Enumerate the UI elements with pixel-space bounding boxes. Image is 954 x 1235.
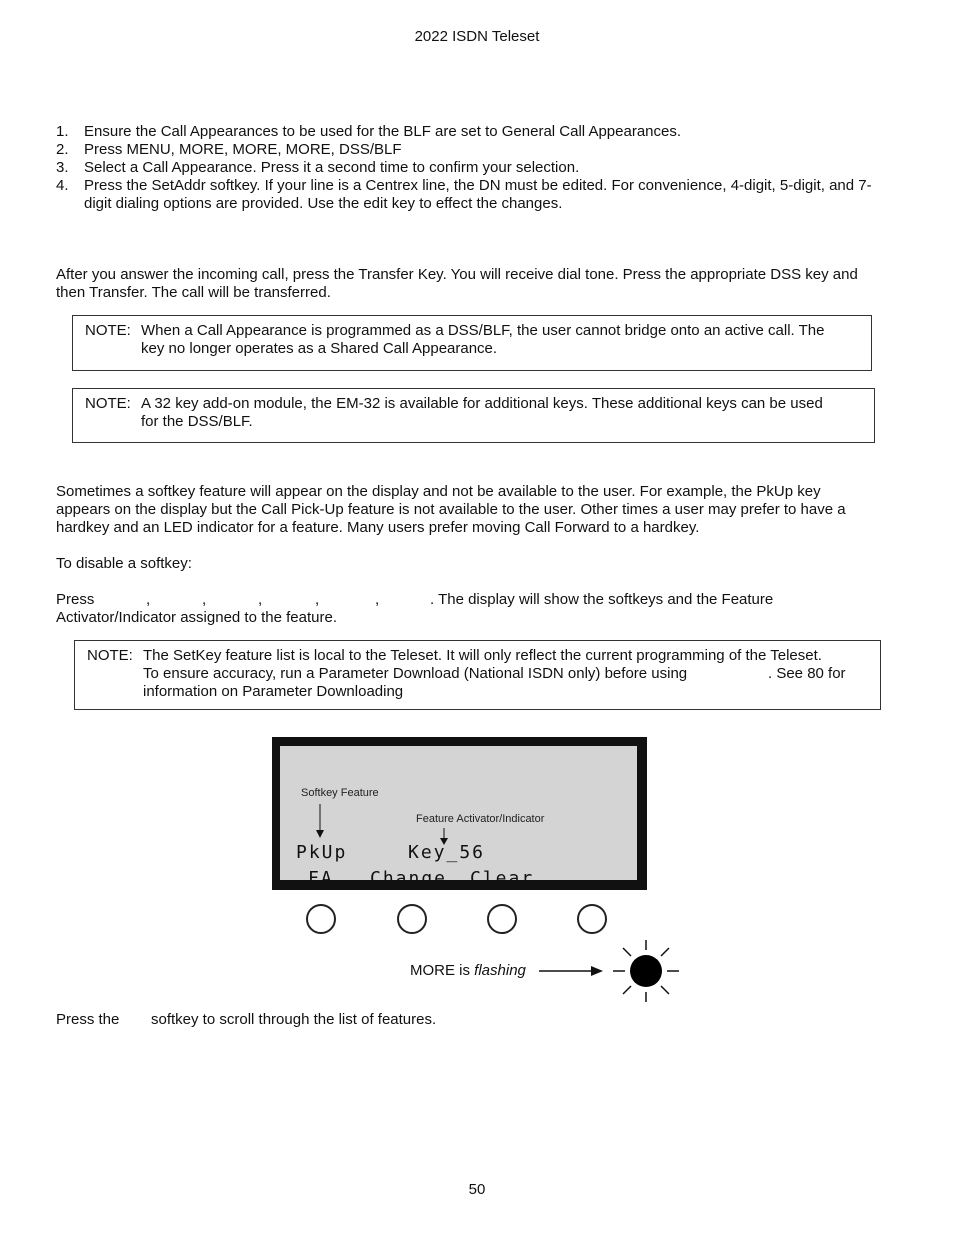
step-number: 2. [56, 141, 69, 158]
feature-activator-label: Feature Activator/Indicator [416, 813, 545, 825]
note-line-part: . See 80 for [768, 665, 846, 682]
note-line: The SetKey feature list is local to the Teleset. It will only reflect the current programming of the Teleset. [143, 647, 822, 664]
paragraph-line: hardkey and an LED indicator for a feature. Many users prefer moving Call Forward to a hardkey. [56, 519, 700, 536]
note-line: key no longer operates as a Shared Call Appearance. [141, 340, 498, 357]
flashing-led-icon [613, 940, 679, 1002]
step-text: Press the SetAddr softkey. If your line is a Centrex line, the DN must be edited. For convenience, 4-digit, 5-digit, and 7-digit dialing options are provided. Use the edit key to effect the changes. [84, 177, 872, 212]
note-line: A 32 key add-on module, the EM-32 is available for additional keys. These additional keys can be used [141, 395, 823, 412]
note-line: When a Call Appearance is programmed as a DSS/BLF, the user cannot bridge onto an active call. The [141, 322, 825, 339]
list-item [56, 123, 906, 141]
step-number: 4. [56, 177, 69, 194]
arrow-head-icon [591, 966, 603, 976]
note-line [143, 665, 870, 683]
comma-separator: , [258, 591, 263, 608]
note-text [143, 647, 870, 701]
flashing-text: flashing [474, 962, 526, 979]
transfer-paragraph [56, 266, 906, 302]
scroll-para-start: Press the [56, 1011, 120, 1028]
softkey-paragraph [56, 483, 906, 537]
lcd-row1-key: Key_56 [408, 842, 486, 863]
comma-separator: , [202, 591, 207, 608]
step-number: 1. [56, 123, 69, 140]
step-text: Ensure the Call Appearances to be used for the BLF are set to General Call Appearances. [84, 123, 682, 140]
lcd-softkey-clear: Clear [470, 868, 535, 889]
softkey-feature-label: Softkey Feature [301, 787, 379, 799]
note-label: NOTE: [85, 322, 131, 339]
note-box-em32 [72, 388, 875, 443]
page-number: 50 [468, 1181, 486, 1198]
step-text: Select a Call Appearance. Press it a second time to confirm your selection. [84, 159, 580, 176]
softkey-button-1[interactable] [306, 904, 336, 934]
more-text: MORE is [410, 962, 475, 979]
note-box-setkey [74, 640, 881, 710]
list-item [56, 159, 906, 177]
lcd-display-frame [272, 737, 647, 890]
note-box-dss-blf [72, 315, 872, 371]
note-text [141, 322, 861, 358]
more-indicator-graphic [535, 938, 685, 1008]
lcd-softkey-fa: FA [308, 868, 334, 889]
note-line: for the DSS/BLF. [141, 413, 253, 430]
note-label: NOTE: [87, 647, 133, 664]
page-header: 2022 ISDN Teleset [414, 28, 540, 45]
comma-separator: , [146, 591, 151, 608]
arrow-head-icon [316, 830, 324, 838]
softkey-button-4[interactable] [577, 904, 607, 934]
note-label: NOTE: [85, 395, 131, 412]
list-item [56, 177, 906, 213]
comma-separator: , [375, 591, 380, 608]
paragraph-line: After you answer the incoming call, press the Transfer Key. You will receive dial tone. Press the appropriate DSS key and [56, 266, 858, 283]
step-text: Press MENU, MORE, MORE, MORE, DSS/BLF [84, 141, 402, 158]
note-line: information on Parameter Downloading [143, 683, 404, 700]
softkey-button-2[interactable] [397, 904, 427, 934]
press-word: Press [56, 591, 95, 608]
comma-separator: , [315, 591, 320, 608]
lcd-row1-feature: PkUp [296, 842, 348, 863]
disable-intro: To disable a softkey: [56, 555, 192, 572]
lcd-softkey-change: Change [370, 868, 448, 889]
paragraph-line: then Transfer. The call will be transferred. [56, 284, 331, 301]
press-tail: . The display will show the softkeys and the Feature [430, 591, 774, 608]
paragraph-line: appears on the display but the Call Pick-Up feature is not available to the user. Other times a user may prefer to have a [56, 501, 846, 518]
softkey-button-3[interactable] [487, 904, 517, 934]
scroll-para-end: softkey to scroll through the list of features. [151, 1011, 437, 1028]
list-item [56, 141, 906, 159]
lcd-screen [280, 746, 637, 889]
paragraph-line: Sometimes a softkey feature will appear on the display and not be available to the user. For example, the PkUp key [56, 483, 821, 500]
press-line2: Activator/Indicator assigned to the feature. [56, 609, 337, 626]
blf-steps-list [56, 123, 906, 213]
note-line-part: To ensure accuracy, run a Parameter Download (National ISDN only) before using [143, 665, 688, 682]
more-flashing-label [410, 962, 526, 979]
step-number: 3. [56, 159, 69, 176]
note-text [141, 395, 864, 431]
